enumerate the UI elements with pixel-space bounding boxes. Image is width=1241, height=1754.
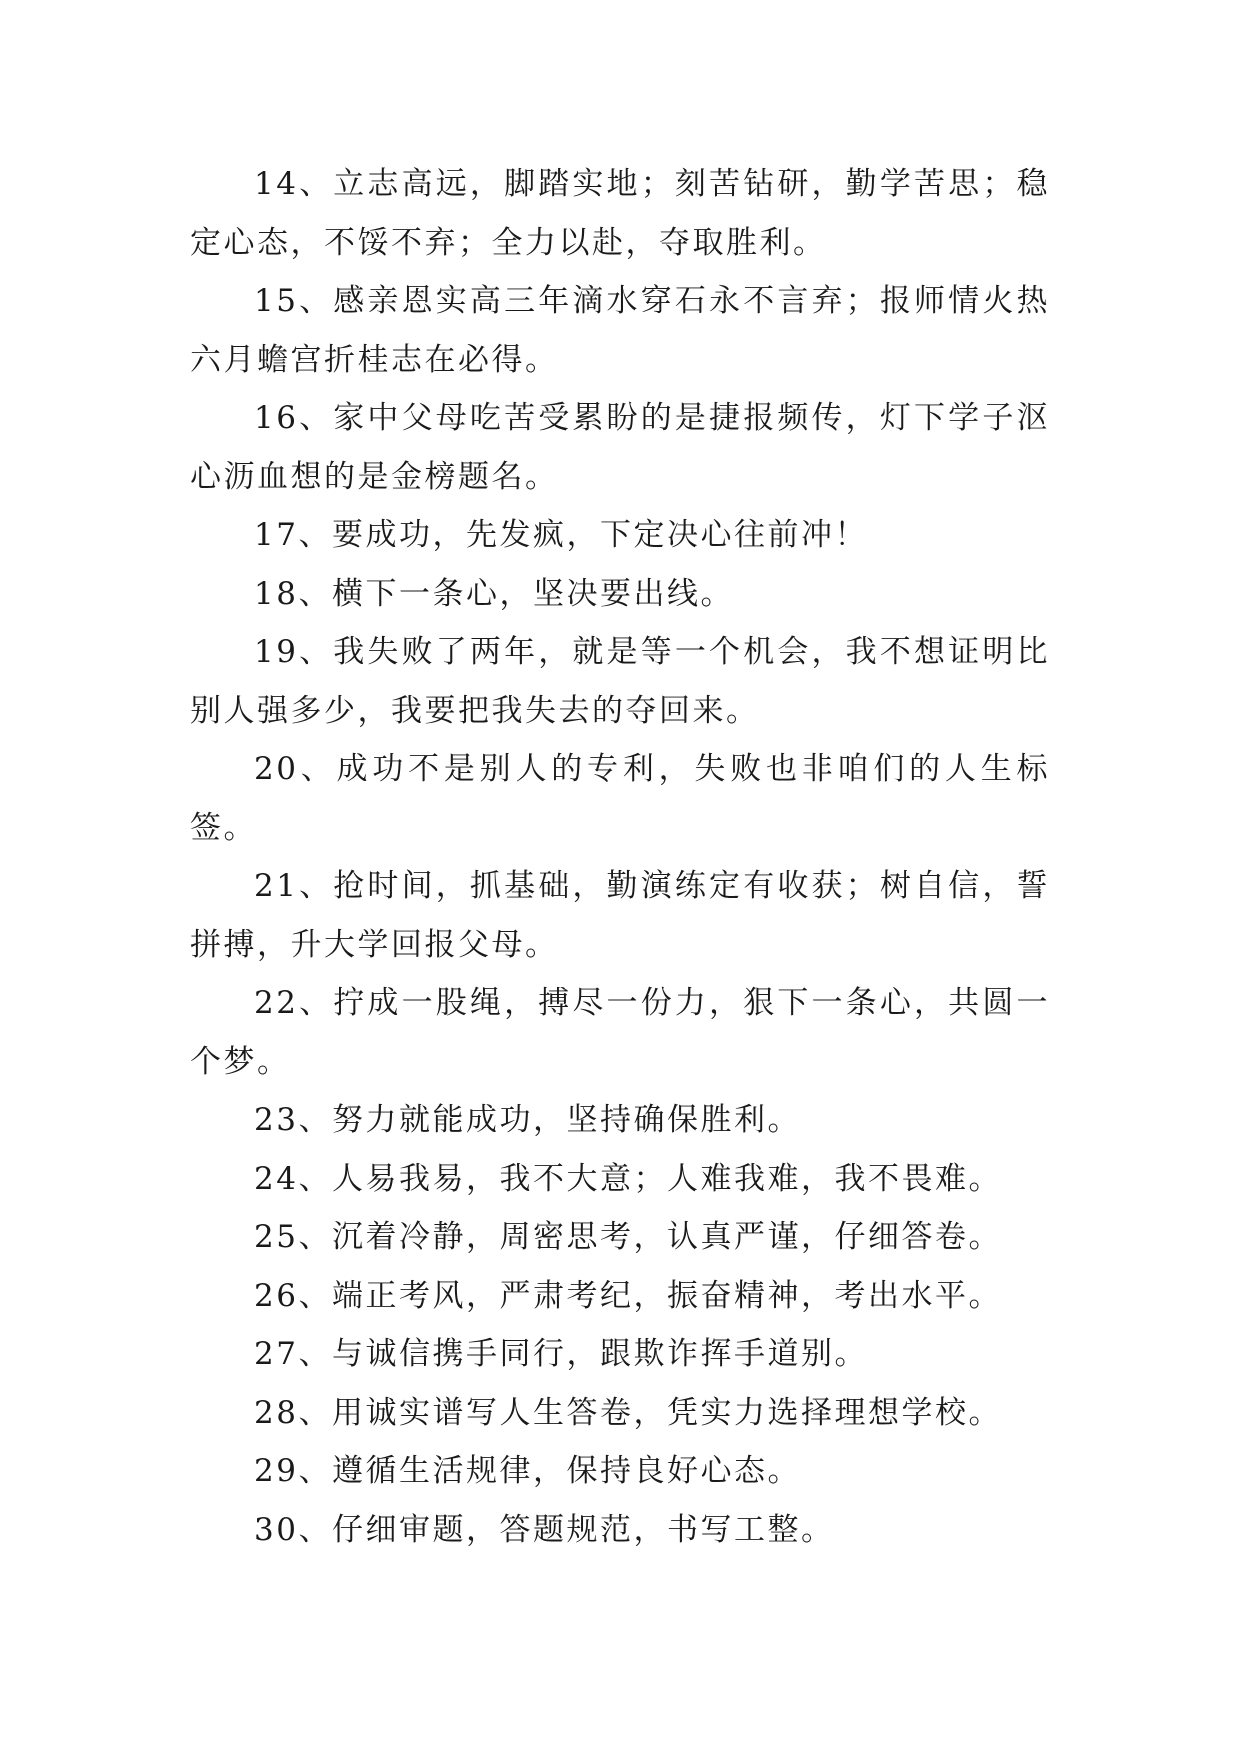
paragraph-15: 15、感亲恩实高三年滴水穿石永不言弃；报师情火热六月蟾宫折桂志在必得。 (190, 283, 1050, 378)
paragraph-26: 26、端正考风，严肃考纪，振奋精神，考出水平。 (254, 1277, 1002, 1314)
paragraph-19: 19、我失败了两年，就是等一个机会，我不想证明比别人强多少，我要把我失去的夺回来。 (190, 634, 1050, 729)
paragraph-14: 14、立志高远，脚踏实地；刻苦钻研，勤学苦思；稳定心态，不馁不弃；全力以赴，夺取胜利。 (190, 166, 1050, 261)
paragraph-22: 22、拧成一股绳，搏尽一份力，狠下一条心，共圆一个梦。 (190, 985, 1050, 1080)
paragraph-16: 16、家中父母吃苦受累盼的是捷报频传，灯下学子沤心沥血想的是金榜题名。 (190, 400, 1050, 495)
paragraph-24: 24、人易我易，我不大意；人难我难，我不畏难。 (254, 1160, 1002, 1197)
paragraph-20: 20、成功不是别人的专利，失败也非咱们的人生标签。 (190, 751, 1050, 846)
paragraph-18: 18、横下一条心，坚决要出线。 (254, 575, 734, 612)
paragraph-21: 21、抢时间，抓基础，勤演练定有收获；树自信，誓拼搏，升大学回报父母。 (190, 868, 1050, 963)
paragraph-27: 27、与诚信携手同行，跟欺诈挥手道别。 (254, 1336, 868, 1372)
paragraph-17: 17、要成功，先发疯，下定决心往前冲！ (254, 517, 868, 553)
paragraph-23: 23、努力就能成功，坚持确保胜利。 (254, 1102, 801, 1138)
paragraph-25: 25、沉着冷静，周密思考，认真严谨，仔细答卷。 (254, 1219, 1002, 1255)
paragraph-28: 28、用诚实谱写人生答卷，凭实力选择理想学校。 (254, 1394, 1002, 1431)
paragraph-29: 29、遵循生活规律，保持良好心态。 (254, 1453, 801, 1489)
paragraph-30: 30、仔细审题，答题规范，书写工整。 (254, 1511, 835, 1548)
document-body (190, 155, 1050, 1559)
